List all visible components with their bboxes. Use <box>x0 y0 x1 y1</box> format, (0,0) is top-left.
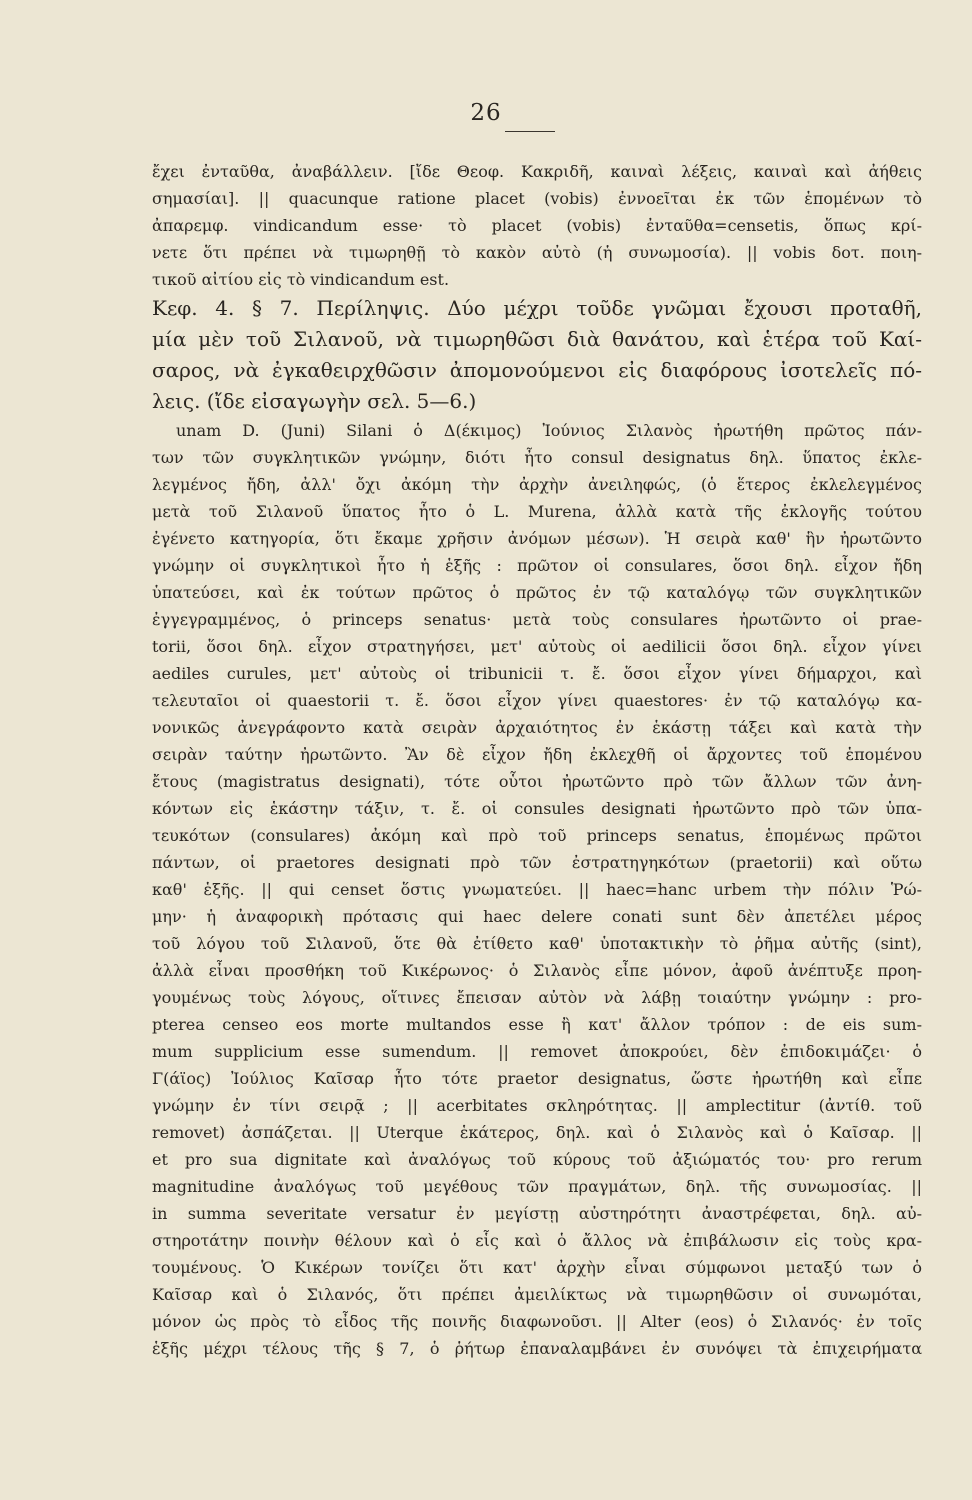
text-line: ἔτους (magistratus designati), τότε οὗτοι ἠρωτῶντο πρὸ τῶν ἄλλων τῶν ἀνη- <box>152 772 922 791</box>
text-line: Καῖσαρ καὶ ὁ Σιλανός, ὅτι πρέπει ἀμειλίκτως νὰ τιμωρηθῶσιν οἱ συνωμόται, <box>152 1285 922 1304</box>
text-line: ἐγγεγραμμένος, ὁ princeps senatus· μετὰ τοὺς consulares ἠρωτῶντο οἱ prae- <box>152 610 922 629</box>
text-line: unam D. (Juni) Silani ὁ Δ(έκιμος) Ἰούνιος Σιλανὸς ἠρωτήθη πρῶτος πάν- <box>176 421 922 440</box>
text-line: τουμένους. Ὁ Κικέρων τονίζει ὅτι κατ' ἀρχὴν εἶναι σύμφωνοι μεταξύ των ὁ <box>152 1258 922 1277</box>
body-text <box>152 158 922 1389</box>
text-line: σειρὰν ταύτην ἠρωτῶντο. Ἂν δὲ εἶχον ἤδη ἐκλεχθῆ οἱ ἄρχοντες τοῦ ἑπομένου <box>152 745 922 764</box>
text-line: καθ' ἑξῆς. || qui censet ὅστις γνωματεύει. || haec=hanc urbem τὴν πόλιν Ῥώ- <box>152 880 922 899</box>
text-line: τευκότων (consulares) ἀκόμη καὶ πρὸ τοῦ princeps senatus, ἑπομένως πρῶτοι <box>152 826 922 845</box>
text-line: νονικῶς ἀνεγράφοντο κατὰ σειρὰν ἀρχαιότητος ἐν ἑκάστῃ τάξει καὶ κατὰ τὴν <box>152 718 922 737</box>
text-line: aediles curules, μετ' αὐτοὺς οἱ tribunicii τ. ἔ. ὅσοι εἶχον γίνει δήμαρχοι, καὶ <box>152 664 922 683</box>
text-line: in summa severitate versatur ἐν μεγίστῃ αὐστηρότητι ἀναστρέφεται, δηλ. αὐ- <box>152 1204 922 1223</box>
text-line: torii, ὅσοι δηλ. εἶχον στρατηγήσει, μετ' αὐτοὺς οἱ aedilicii ὅσοι δηλ. εἶχον γίνει <box>152 637 922 656</box>
text-line: μία μὲν τοῦ Σιλανοῦ, νὰ τιμωρηθῶσι διὰ θανάτου, καὶ ἑτέρα τοῦ Καί- <box>152 327 922 351</box>
text-line: γνώμην οἱ συγκλητικοὶ ἦτο ἡ ἑξῆς : πρῶτον οἱ consulares, ὅσοι δηλ. εἶχον ἤδη <box>152 556 922 575</box>
summary-heading-line: Κεφ. 4. § 7. Περίληψις. Δύο μέχρι τοῦδε γνῶμαι ἔχουσι προταθῆ, <box>152 296 922 320</box>
text-line: τικοῦ αἰτίου εἰς τὸ vindicandum est. <box>152 270 450 289</box>
text-line: magnitudine ἀναλόγως τοῦ μεγέθους τῶν πραγμάτων, δηλ. τῆς συνωμοσίας. || <box>152 1177 922 1196</box>
text-line: Γ(άϊος) Ἰούλιος Καῖσαρ ἦτο τότε praetor designatus, ὥστε ἠρωτήθη καὶ εἶπε <box>152 1069 922 1088</box>
text-line: τελευταῖοι οἱ quaestorii τ. ἔ. ὅσοι εἶχον γίνει quaestores· ἐν τῷ καταλόγῳ κα- <box>152 691 922 710</box>
text-line: ἐγένετο κατηγορία, ὅτι ἔκαμε χρῆσιν ἀνόμων μέσων). Ἡ σειρὰ καθ' ἣν ἠρωτῶντο <box>152 529 922 548</box>
text-line: removet) ἀσπάζεται. || Uterque ἑκάτερος, δηλ. καὶ ὁ Σιλανὸς καὶ ὁ Καῖσαρ. || <box>152 1123 922 1142</box>
text-line: μετὰ τοῦ Σιλανοῦ ὕπατος ἦτο ὁ L. Murena, ἀλλὰ κατὰ τῆς ἐκλογῆς τούτου <box>152 502 922 521</box>
text-line: γουμένως τοὺς λόγους, οἵτινες ἔπεισαν αὐτὸν νὰ λάβῃ τοιαύτην γνώμην : pro- <box>152 988 922 1007</box>
text-line: των τῶν συγκλητικῶν γνώμην, διότι ἦτο consul designatus δηλ. ὕπατος ἐκλε- <box>152 448 922 467</box>
text-line: ἀπαρεμφ. vindicandum esse· τὸ placet (vobis) ἐνταῦθα=censetis, ὅπως κρί- <box>152 216 922 235</box>
text-line: νετε ὅτι πρέπει νὰ τιμωρηθῇ τὸ κακὸν αὐτὸ (ἡ συνωμοσία). || vobis δοτ. ποιη- <box>152 243 922 262</box>
text-line: ἀλλὰ εἶναι προσθήκη τοῦ Κικέρωνος· ὁ Σιλανὸς εἶπε μόνον, ἀφοῦ ἀνέπτυξε προη- <box>152 961 922 980</box>
text-line: πάντων, οἱ praetores designati πρὸ τῶν ἐστρατηγηκότων (praetorii) καὶ οὕτω <box>152 853 922 872</box>
text-line: μην· ἡ ἀναφορικὴ πρότασις qui haec delere conati sunt δὲν ἀπετέλει μέρος <box>152 907 922 926</box>
text-line: pterea censeo eos morte multandos esse ἢ κατ' ἄλλον τρόπον : de eis sum- <box>152 1015 922 1034</box>
text-line: ἔχει ἐνταῦθα, ἀναβάλλειν. [ἴδε Θεοφ. Κακριδῆ, καιναὶ λέξεις, καιναὶ καὶ ἀήθεις <box>152 162 922 181</box>
text-line: ὑπατεύσει, καὶ ἐκ τούτων πρῶτος ὁ πρῶτος ἐν τῷ καταλόγῳ τῶν συγκλητικῶν <box>152 583 922 602</box>
text-line: μόνον ὡς πρὸς τὸ εἶδος τῆς ποινῆς διαφωνοῦσι. || Alter (eos) ὁ Σιλανός· ἐν τοῖς <box>152 1312 922 1331</box>
text-line: σημασίαι]. || quacunque ratione placet (vobis) ἐννοεῖται ἐκ τῶν ἑπομένων τὸ <box>152 189 922 208</box>
text-line: γνώμην ἐν τίνι σειρᾷ ; || acerbitates σκληρότητας. || amplectitur (ἀντίθ. τοῦ <box>152 1096 922 1115</box>
page-number: 26 <box>470 100 502 126</box>
text-line <box>152 1362 922 1389</box>
text-line: κόντων εἰς ἑκάστην τάξιν, τ. ἔ. οἱ consules designati ἠρωτῶντο πρὸ τῶν ὑπα- <box>152 799 922 818</box>
text-line: λεγμένος ἤδη, ἀλλ' ὄχι ἀκόμη τὴν ἀρχὴν ἀνειληφώς, (ὁ ἕτερος ἐκλελεγμένος <box>152 475 922 494</box>
text-line: λεις. (ἴδε εἰσαγωγὴν σελ. 5—6.) <box>152 389 477 413</box>
text-line: et pro sua dignitate καὶ ἀναλόγως τοῦ κύρους τοῦ ἀξιώματός του· pro rerum <box>152 1150 922 1169</box>
header-rule <box>505 131 555 132</box>
text-line: ἑξῆς μέχρι τέλους τῆς § 7, ὁ ῥήτωρ ἐπαναλαμβάνει ἐν συνόψει τὰ ἐπιχειρήματα <box>152 1339 922 1358</box>
text-line: τοῦ λόγου τοῦ Σιλανοῦ, ὅτε θὰ ἐτίθετο καθ' ὑποτακτικὴν τὸ ῥῆμα αὐτῆς (sint), <box>152 934 922 953</box>
text-line: στηροτάτην ποινὴν θέλουν καὶ ὁ εἷς καὶ ὁ ἄλλος νὰ ἐπιβάλωσιν εἰς τοὺς κρα- <box>152 1231 922 1250</box>
text-line: σαρος, νὰ ἐγκαθειρχθῶσιν ἀπομονούμενοι εἰς διαφόρους ἰσοτελεῖς πό- <box>152 358 922 382</box>
text-line: mum supplicium esse sumendum. || removet ἀποκρούει, δὲν ἐπιδοκιμάζει· ὁ <box>152 1042 922 1061</box>
